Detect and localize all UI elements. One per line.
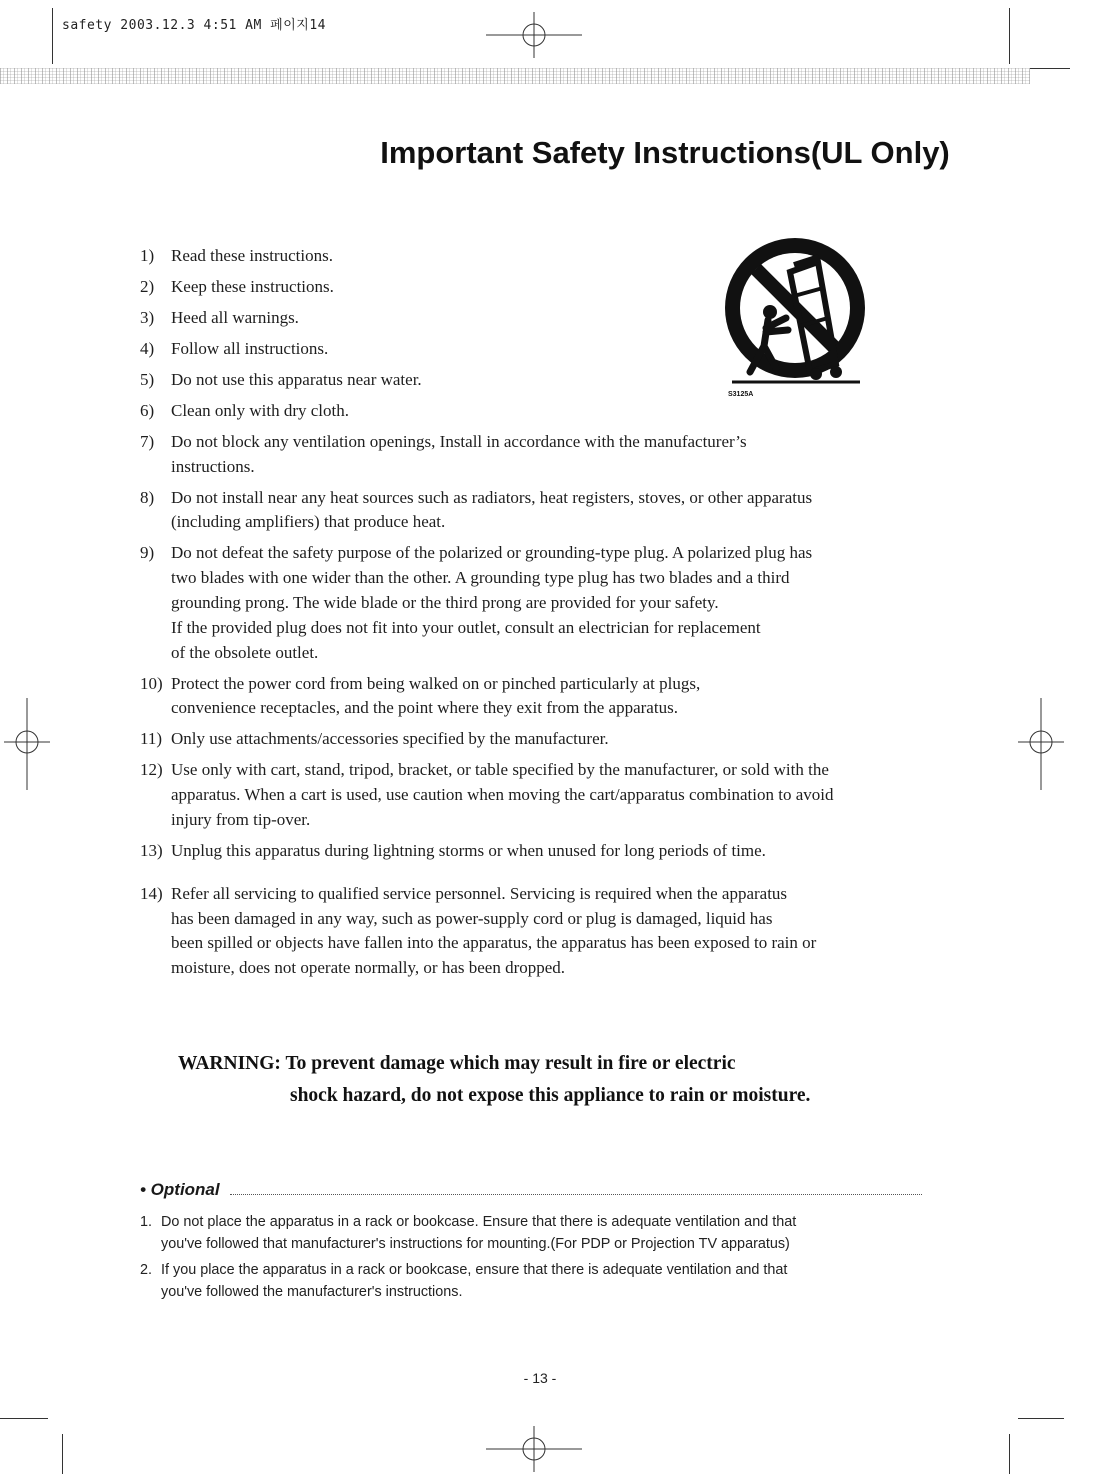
list-item — [140, 672, 940, 722]
list-item-text — [171, 244, 940, 269]
list-item-text — [171, 368, 940, 393]
warning-line-2: shock hazard, do not expose this appliance to rain or moisture. — [290, 1085, 811, 1106]
registration-mark-left — [4, 698, 50, 790]
list-item-line: Do not defeat the safety purpose of the polarized or grounding-type plug. A polarized plug has — [171, 543, 813, 563]
list-item-line: been spilled or objects have fallen into the apparatus, the apparatus has been exposed to rain or — [171, 933, 817, 953]
list-item — [140, 430, 940, 480]
list-item-line: injury from tip-over. — [171, 810, 311, 829]
list-item-line: If the provided plug does not fit into your outlet, consult an electrician for replacement — [171, 617, 761, 637]
optional-item-number: 1. — [140, 1214, 153, 1230]
list-item-line: Follow all instructions. — [171, 338, 329, 358]
scan-noise-line — [1030, 68, 1070, 69]
list-item-line: Do not install near any heat sources such as radiators, heat registers, stoves, or other apparatus — [171, 487, 813, 507]
list-item-number: 13) — [140, 840, 163, 860]
list-item-line: has been damaged in any way, such as power-supply cord or plug is damaged, liquid has — [171, 908, 773, 928]
list-item-number: 9) — [140, 543, 155, 563]
list-item-line: moisture, does not operate normally, or has been dropped. — [171, 958, 566, 978]
list-item-text — [171, 430, 940, 480]
list-item — [140, 368, 940, 393]
list-item — [140, 541, 940, 665]
registration-mark-bottom — [486, 1426, 582, 1472]
list-item-line: Only use attachments/accessories specified by the manufacturer. — [171, 729, 609, 749]
list-item-line: convenience receptacles, and the point where they exit from the apparatus. — [171, 698, 678, 718]
list-item-line: Protect the power cord from being walked on or pinched particularly at plugs, — [171, 673, 701, 693]
list-item-line: Unplug this apparatus during lightning storms or when unused for long periods of time. — [171, 840, 766, 860]
list-item-line: Do not use this apparatus near water. — [171, 369, 422, 389]
list-item-text — [171, 486, 940, 536]
instructions-list — [140, 244, 940, 987]
warning-block — [178, 1048, 938, 1112]
list-item — [140, 306, 940, 331]
list-item-number: 4) — [140, 338, 155, 358]
list-item-text — [171, 541, 940, 665]
list-item-line: Read these instructions. — [171, 246, 333, 265]
optional-item-line: If you place the apparatus in a rack or bookcase, ensure that there is adequate ventilation and that — [161, 1262, 788, 1278]
list-item-number: 7) — [140, 431, 155, 451]
list-item-number: 11) — [140, 729, 163, 749]
list-item-text — [171, 882, 940, 981]
optional-item-line: you've followed that manufacturer's instructions for mounting.(For PDP or Projection TV apparatus) — [161, 1235, 790, 1252]
list-item-number: 10) — [140, 673, 163, 693]
list-item-line: of the obsolete outlet. — [171, 642, 319, 662]
list-item-line: grounding prong. The wide blade or the third prong are provided for your safety. — [171, 593, 719, 613]
registration-mark-top — [486, 12, 582, 58]
list-item — [140, 244, 940, 269]
list-item-line: instructions. — [171, 456, 255, 476]
registration-mark-right — [1018, 698, 1064, 790]
list-item-number: 8) — [140, 487, 155, 507]
list-item-line: Use only with cart, stand, tripod, bracket, or table specified by the manufacturer, or sold with the — [171, 760, 829, 780]
list-item-text — [171, 672, 940, 722]
list-item-line: apparatus. When a cart is used, use caution when moving the cart/apparatus combination to avoid — [171, 785, 834, 805]
list-item — [140, 337, 940, 362]
optional-list — [140, 1212, 930, 1308]
warning-label: WARNING: — [178, 1053, 281, 1074]
optional-dotted-rule — [230, 1194, 922, 1195]
list-item-number: 1) — [140, 246, 155, 265]
list-item-line: Keep these instructions. — [171, 276, 334, 296]
list-item-line: Do not block any ventilation openings, Install in accordance with the manufacturer’s — [171, 431, 747, 451]
list-item — [140, 727, 940, 752]
list-item-text — [171, 337, 940, 362]
optional-item — [140, 1260, 930, 1303]
optional-item-number: 2. — [140, 1262, 153, 1278]
list-item — [140, 275, 940, 300]
list-item-line: two blades with one wider than the other. A grounding type plug has two blades and a third — [171, 568, 790, 588]
optional-item-line: Do not place the apparatus in a rack or bookcase. Ensure that there is adequate ventilation and that — [161, 1214, 797, 1230]
list-item-number: 3) — [140, 307, 155, 327]
list-item-text — [171, 758, 940, 832]
list-item — [140, 758, 940, 832]
list-item — [140, 839, 940, 864]
optional-heading — [140, 1176, 922, 1200]
list-item-number: 6) — [140, 400, 155, 420]
list-item — [140, 882, 940, 981]
page-title: Important Safety Instructions(UL Only) — [380, 135, 950, 170]
list-item-text — [171, 399, 940, 424]
scan-noise-band — [0, 68, 1030, 84]
list-item-number: 12) — [140, 760, 163, 780]
list-item-number: 5) — [140, 369, 155, 389]
optional-item — [140, 1212, 930, 1255]
list-item-line: Heed all warnings. — [171, 307, 299, 327]
optional-label: • Optional — [140, 1180, 220, 1199]
page-number: - 13 - — [523, 1370, 557, 1386]
optional-item-text — [161, 1212, 796, 1255]
list-item-text — [171, 839, 940, 864]
list-item-line: Clean only with dry cloth. — [171, 400, 350, 420]
list-item-text — [171, 275, 940, 300]
list-item-text — [171, 727, 940, 752]
list-item — [140, 399, 940, 424]
print-slug: safety 2003.12.3 4:51 AM 페이지14 — [62, 18, 326, 33]
list-item-line: (including amplifiers) that produce heat. — [171, 512, 446, 532]
list-item — [140, 486, 940, 536]
list-item-text — [171, 306, 940, 331]
optional-item-line: you've followed the manufacturer's instructions. — [161, 1283, 463, 1300]
optional-item-text — [161, 1260, 787, 1303]
list-item-line: Refer all servicing to qualified service personnel. Servicing is required when the apparatus — [171, 883, 788, 903]
icon-code: S3125A — [728, 391, 754, 398]
list-item-number: 2) — [140, 276, 155, 296]
warning-line-1: To prevent damage which may result in fire or electric — [285, 1053, 736, 1074]
list-item-number: 14) — [140, 883, 163, 903]
